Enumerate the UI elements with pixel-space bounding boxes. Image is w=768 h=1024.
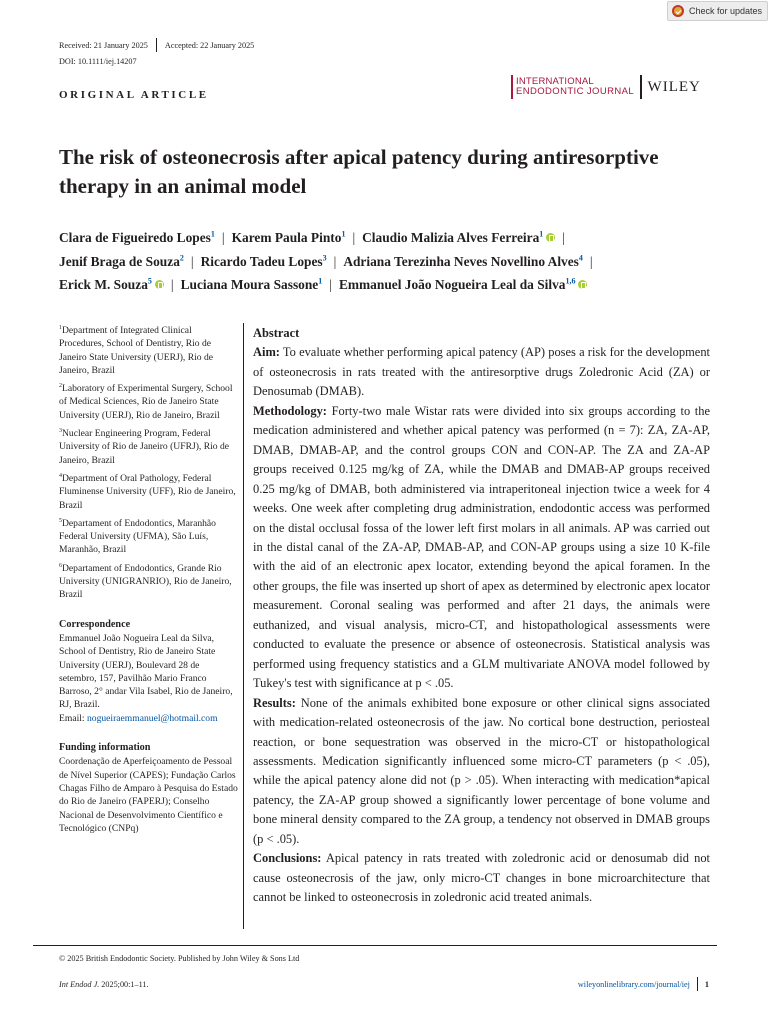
article-type: ORIGINAL ARTICLE: [59, 89, 209, 101]
results-text: None of the animals exhibited bone exposure or other clinical signs associated with medication-related osteonecrosis of the jaw. No cortical bone destruction, periosteal reaction, or bone sequestration was observed in the micro-CT or histopathological assessments. Medication significantly influenced some micro-CT parameters (p < .05), while the apical patency alone did not (p > .05). When interacting with medication*apical patency, the ZA-AP group showed a significantly lower percentage of bone volume and bone mineral density compared to the ZA group, a tendency not observed in DMAB groups (p < .05).: [253, 695, 710, 846]
affiliation-text: Department of Oral Pathology, Federal Fluminense University (UFF), Rio de Janeiro, Brazil: [59, 472, 236, 511]
citation-journal: Int Endod J.: [59, 980, 100, 989]
affiliation: [59, 562, 239, 602]
conclusions-label: Conclusions:: [253, 851, 322, 866]
affiliation-text: Department of Integrated Clinical Procedures, School of Dentistry, Rio de Janeiro State University (UERJ), Rio de Janeiro, Brazil: [59, 325, 214, 376]
affiliation-text: Departament of Endodontics, Grande Rio University (UNIGRANRIO), Rio de Janeiro, Brazil: [59, 562, 232, 601]
author-name[interactable]: Luciana Moura Sassone: [180, 277, 319, 292]
citation-volume: 2025;00:1–11.: [99, 980, 149, 989]
affiliation: [59, 324, 239, 377]
author-name[interactable]: Karem Paula Pinto: [231, 230, 342, 245]
affiliation-text: Departament of Endodontics, Maranhão Federal University (UFMA), São Luís, Maranhão, Brazil: [59, 517, 216, 556]
author-name[interactable]: Emmanuel João Nogueira Leal da Silva: [338, 277, 566, 292]
author-name[interactable]: Jenif Braga de Souza: [59, 253, 180, 269]
affiliation: [59, 472, 239, 512]
author-affiliation-ref[interactable]: 1,6: [565, 276, 576, 286]
footer-divider: [697, 977, 698, 991]
funding-text: Coordenação de Aperfeiçoamento de Pessoal de Nível Superior (CAPES); Fundação Carlos Chagas Filho de Amparo à Pesquisa do Estado do Rio de Janeiro (FAPERJ); Conselho Nacional de Desenvolvimento Científico e Tecnológico (CNPq): [59, 756, 238, 834]
affiliation-number: 3: [59, 427, 62, 434]
orcid-icon[interactable]: [578, 280, 587, 289]
author-affiliation-ref[interactable]: 1: [210, 229, 215, 239]
email-link[interactable]: nogueiraemmanuel@hotmail.com: [86, 712, 218, 724]
abstract-heading: Abstract: [253, 326, 300, 340]
abstract-conclusions: [253, 849, 710, 907]
author-affiliation-ref[interactable]: 1: [318, 276, 323, 286]
publisher-logo: WILEY: [647, 78, 701, 95]
journal-logo-bar: [511, 75, 513, 99]
check-updates-icon: [672, 5, 684, 17]
affiliation: [59, 517, 239, 557]
correspondence-text: [59, 632, 239, 725]
author-affiliation-ref[interactable]: 2: [179, 253, 184, 263]
abstract-aim: [253, 343, 710, 401]
received-date: Received: 21 January 2025: [59, 40, 148, 50]
author-name[interactable]: Claudio Malizia Alves Ferreira: [362, 230, 540, 245]
author-affiliation-ref[interactable]: 3: [322, 253, 327, 263]
journal-url-link[interactable]: wileyonlinelibrary.com/journal/iej: [577, 979, 690, 989]
author-name[interactable]: Erick M. Souza: [59, 277, 148, 292]
correspondence-heading: Correspondence: [59, 618, 131, 630]
affiliation-number: 6: [59, 562, 62, 569]
accepted-date: Accepted: 22 January 2025: [164, 40, 255, 50]
journal-name-line1: INTERNATIONAL: [516, 75, 594, 87]
affiliation: [59, 382, 239, 422]
citation: [59, 980, 149, 989]
abstract-methodology: [253, 402, 710, 694]
author-name[interactable]: Ricardo Tadeu Lopes: [200, 253, 323, 269]
footer-rule: [33, 945, 717, 946]
orcid-icon[interactable]: [155, 280, 164, 289]
author-name[interactable]: Clara de Figueiredo Lopes: [59, 230, 211, 245]
doi[interactable]: DOI: 10.1111/iej.14207: [59, 57, 137, 66]
aim-label: Aim:: [253, 345, 280, 360]
affiliation-text: Laboratory of Experimental Surgery, School of Medical Sciences, Rio de Janeiro State University (UERJ), Rio de Janeiro, Brazil: [59, 383, 233, 421]
affiliation-number: 5: [59, 517, 62, 524]
check-updates-label: Check for updates: [689, 6, 763, 16]
orcid-icon[interactable]: [546, 233, 555, 242]
abstract: [253, 324, 710, 908]
methodology-text: Forty-two male Wistar rats were divided into six groups according to the medication administered and whether apical patency was performed (n = 7): ZA, ZA-AP, DMAB, DMAB-AP, and the control groups CON and CON-AP. The ZA and ZA-AP groups received 0.125 mg/kg of ZA, while the DMAB and DMAB-AP groups received 0.25 mg/kg of DMAB, both administered via intraperitoneal injection twice a week for 4 weeks. One week after completing drug administration, endodontic access was performed on the distal occlusal fossa of the lower left first molars in all animals. AP was carried out in the distal canal of the ZA-AP, DMAB-AP, and CON-AP groups using a size 10 K-file with the aid of an electronic apex locator, extending beyond the apical foramen. In the other groups, the file was inserted up short of apex as determined by electronic apex locator measurement. Coronal sealing was performed and after 21 days, the animals were euthanized, and visual analysis, micro-CT, and histopathological assessments were conducted to evaluate the presence or absence of osteonecrosis. Statistical analysis was performed using frequency statistics and a GLM multivariate ANOVA model followed by Tukey's test with significance at p < .05.: [253, 403, 710, 691]
affiliation-text: Nuclear Engineering Program, Federal University of Rio de Janeiro (UFRJ), Rio de Janeiro, Brazil: [59, 428, 230, 466]
author-affiliation-ref[interactable]: 4: [578, 253, 583, 263]
methodology-label: Methodology:: [253, 403, 327, 418]
journal-name: [516, 77, 634, 98]
article-title: The risk of osteonecrosis after apical patency during antiresorptive therapy in an animal model: [59, 145, 659, 198]
aim-text: To evaluate whether performing apical patency (AP) poses a risk for the development of osteonecrosis in rats treated with the antiresorptive drugs Zoledronic Acid (ZA) or Denosumab (DMAB).: [253, 345, 710, 399]
column-divider: [243, 323, 244, 929]
author-affiliation-ref[interactable]: 5: [147, 276, 152, 286]
affiliation-number: 4: [59, 472, 62, 479]
author-affiliation-ref[interactable]: 1: [539, 229, 544, 239]
dates-divider: [156, 38, 157, 52]
footer-right: [578, 977, 709, 991]
page-number: 1: [704, 979, 709, 989]
author-line: Clara de Figueiredo Lopes$^1$ | Karem Paula Pinto$^1$ | Claudio Malizia Alves Ferreira$^1$ |: [59, 229, 565, 245]
affiliation-number: 2: [59, 383, 62, 389]
email-label: Email:: [59, 712, 87, 724]
author-affiliation-ref[interactable]: 1: [341, 229, 346, 239]
copyright: © 2025 British Endodontic Society. Published by John Wiley & Sons Ltd: [59, 954, 300, 963]
funding-heading: Funding information: [59, 742, 151, 754]
affiliation-number: 1: [59, 324, 62, 331]
logo-divider: [640, 75, 642, 99]
correspondence-address: Emmanuel João Nogueira Leal da Silva, School of Dentistry, Rio de Janeiro State University (UERJ), Boulevard 28 de setembro, 157, Pavilhão Mario Franco Barroso, 2° andar Vila Isabel, Rio de Janeiro, RJ, Brazil.: [59, 632, 233, 711]
author-name[interactable]: Adriana Terezinha Neves Novellino Alves: [343, 253, 579, 269]
journal-logo: [511, 75, 701, 99]
affiliation: [59, 427, 239, 467]
abstract-results: [253, 694, 710, 850]
sidebar-info: [59, 324, 239, 835]
author-line: Jenif Braga de Souza$^2$ | Ricardo Tadeu Lopes$^3$ | Adriana Terezinha Neves Novellino Alves$^4$ |: [59, 253, 593, 269]
check-for-updates-button[interactable]: [667, 1, 768, 21]
author-line: Erick M. Souza$^5$ | Luciana Moura Sassone$^1$ | Emmanuel João Nogueira Leal da Silva$^{1,6}$: [59, 273, 719, 297]
results-label: Results:: [253, 695, 296, 710]
journal-name-line2: ENDODONTIC JOURNAL: [516, 86, 635, 97]
author-list: [59, 226, 719, 297]
article-dates: [59, 38, 254, 52]
conclusions-text: Apical patency in rats treated with zoledronic acid or denosumab did not cause osteonecrosis of the jaw, only micro-CT changes in bone microarchitecture that cannot be linked to osteonecrosis in zoledronic acid treated animals.: [253, 851, 710, 905]
